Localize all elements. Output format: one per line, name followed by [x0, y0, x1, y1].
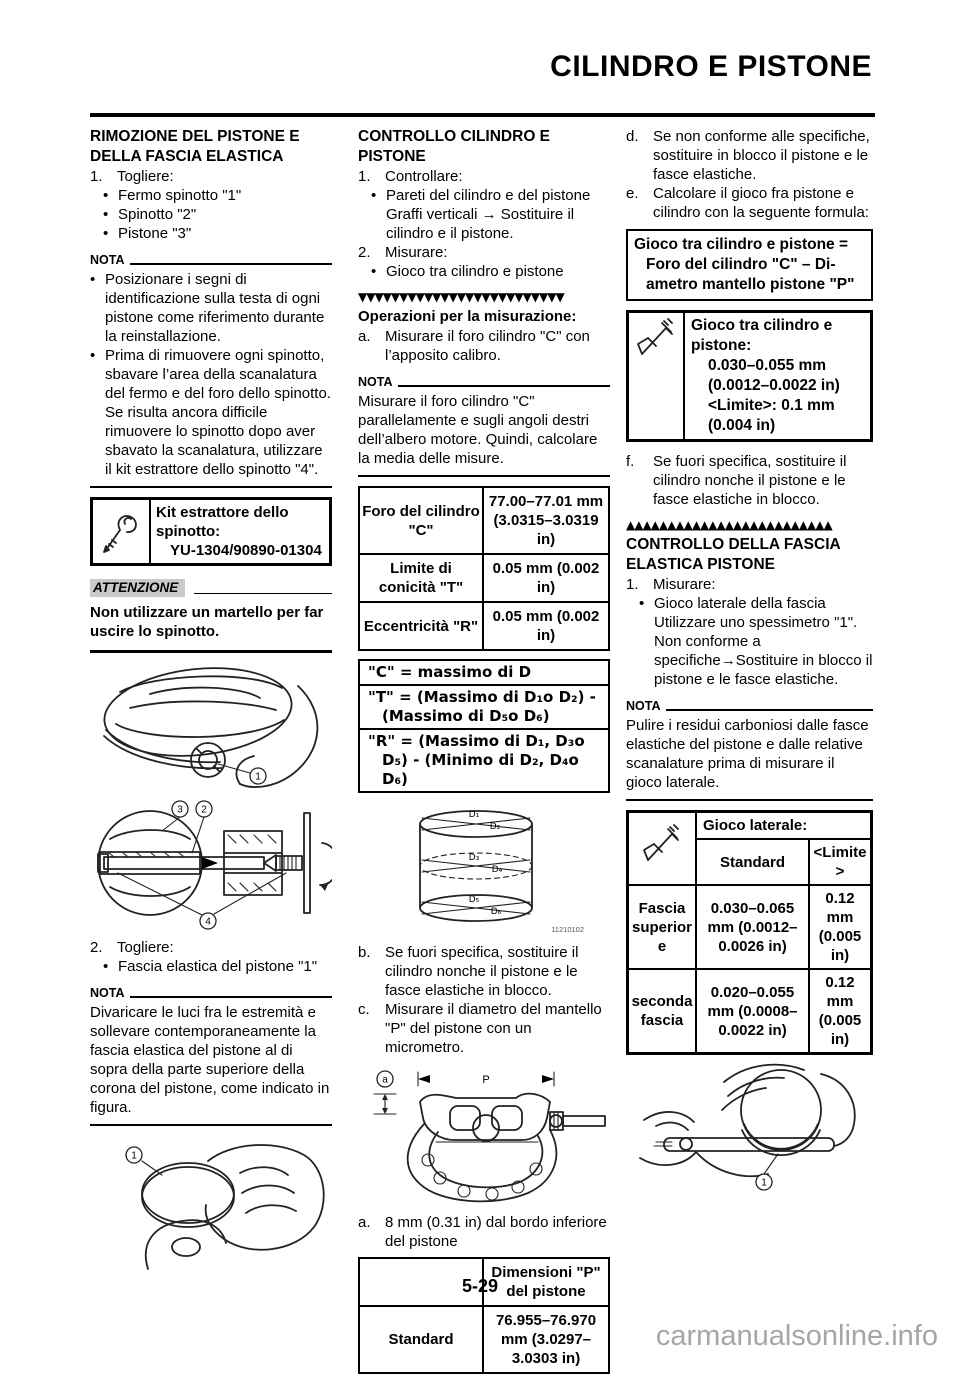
side-clearance-table — [626, 810, 873, 1055]
step-number: 2. — [358, 244, 371, 261]
bullet-text: Fascia elastica del pistone "1" — [118, 958, 318, 975]
figure-feeler-gauge — [626, 1062, 873, 1196]
step-letter: c. — [358, 1001, 370, 1018]
bullet: • — [90, 347, 96, 364]
nota-header — [358, 375, 610, 389]
callout-4 — [200, 913, 216, 929]
step-letter: e. — [626, 185, 639, 202]
spec-value: 77.00–77.01 mm (3.0315–3.0319 in) — [483, 487, 609, 554]
step-text: Togliere: — [117, 168, 174, 185]
callout-2 — [196, 801, 212, 817]
column-header: Dimensioni "P" del pistone — [483, 1258, 609, 1306]
nota-label: NOTA — [358, 375, 393, 389]
nota-text: Divaricare le luci fra le estremità e sollevare contemporaneamente la fascia elastica del pistone al di sopra della parte superiore della corona del pistone, come indicato in figura. — [90, 1004, 330, 1116]
bullet-line: Non conforme a specifiche→Sostituire in blocco il pistone e le fasce elastiche. — [654, 633, 873, 688]
step-text: Se fuori specifica, sostituire il cilindro nonche il pistone e le fasce elastiche in blocco. — [653, 453, 847, 508]
caliper-icon-cell — [628, 812, 697, 886]
row-label: Standard — [359, 1306, 483, 1373]
callout-1 — [126, 1147, 142, 1163]
callout-1 — [756, 1174, 772, 1190]
spec-value: (0.0012–0.0022 in) — [708, 377, 840, 394]
nota-rule — [398, 385, 611, 387]
table-row — [628, 969, 872, 1054]
table-row — [359, 554, 609, 602]
watermark: carmanualsonline.info — [655, 1320, 938, 1352]
procedure-start-separator: ▼▼▼▼▼▼▼▼▼▼▼▼▼▼▼▼▼▼▼▼▼▼▼▼▼ — [358, 290, 564, 304]
list-item — [358, 1213, 610, 1251]
page-number: 5-29 — [461, 1276, 499, 1296]
formula-text: "C" = massimo di D — [368, 663, 532, 681]
column-header-standard: Standard — [696, 839, 809, 885]
nota-end-rule — [626, 799, 873, 801]
step-text: Se non conforme alle specifiche, sostituire in blocco il pistone e le fasce elastiche. — [653, 128, 870, 183]
callout-3 — [172, 801, 188, 817]
list-item — [358, 243, 610, 262]
nota-label: NOTA — [626, 699, 661, 713]
row-label: seconda fascia — [628, 969, 697, 1054]
formula-text: "T" = (Massimo di D₁o D₂) - (Massimo di D₅o D₆) — [368, 688, 596, 725]
columns — [90, 127, 873, 1374]
table-title: Gioco laterale: — [696, 812, 872, 840]
list-item — [626, 594, 873, 689]
attenzione-rule — [194, 593, 332, 594]
caliper-icon — [642, 824, 682, 868]
nota-header — [90, 253, 332, 267]
formula-line: Gioco tra cilindro e pistone = — [634, 236, 849, 253]
dimension-p-label: P — [482, 1074, 490, 1086]
bullet: • — [371, 263, 377, 280]
clearance-formula-box — [626, 229, 873, 301]
spec-value: 0.05 mm (0.002 in) — [483, 602, 609, 650]
tool-part-number: YU-1304/90890-01304 — [170, 542, 322, 559]
column-right — [626, 127, 873, 1374]
nota-text: Misurare il foro cilindro "C" parallelamente e sugli angoli destri dell’albero motore. Quindi, calcolare la media delle misure. — [358, 393, 598, 467]
list-item — [90, 938, 332, 957]
svg-text:a: a — [382, 1074, 388, 1086]
standard-value: 0.020–0.055 mm (0.0008–0.0022 in) — [696, 969, 809, 1054]
step-text: Calcolare il gioco fra pistone e cilindro con la seguente formula: — [653, 185, 869, 221]
special-tool-box — [90, 497, 332, 566]
limit-value: 0.12 mm (0.005 in) — [809, 969, 872, 1054]
table-row — [359, 729, 609, 792]
formula-line: ametro mantello pistone "P" — [646, 276, 855, 293]
attenzione-label: ATTENZIONE — [90, 579, 185, 597]
tool-name: Kit estrattore dello spinotto: — [156, 504, 289, 540]
callout-a — [377, 1071, 393, 1087]
nota-rule — [130, 996, 333, 998]
bullet-text: Gioco tra cilindro e pistone — [386, 263, 564, 280]
step-text: Misurare: — [385, 244, 448, 261]
nota-label: NOTA — [90, 253, 125, 267]
column-middle — [358, 127, 610, 1374]
nota-header — [626, 699, 873, 713]
nota-end-rule — [358, 475, 610, 477]
nota-rule — [130, 263, 333, 265]
step-text: Controllare: — [385, 168, 463, 185]
caliper-icon — [629, 313, 685, 439]
list-item — [626, 127, 873, 184]
figure-pin-extractor — [90, 797, 332, 931]
spec-limit: <Limite>: 0.1 mm — [708, 397, 835, 414]
nota-text: Pulire i residui carboniosi dalle fasce elastiche del pistone e dalle relative scanalature prima di misurare il gioco laterale. — [626, 717, 869, 791]
procedure-end-separator: ▲▲▲▲▲▲▲▲▲▲▲▲▲▲▲▲▲▲▲▲▲▲▲▲▲ — [626, 518, 832, 532]
bullet-line: Graffi verticali → Sostituire il cilindro e il pistone. — [386, 206, 575, 242]
callout-1 — [250, 768, 266, 784]
list-item — [358, 167, 610, 186]
table-row — [359, 487, 609, 554]
bullet: • — [103, 958, 109, 975]
nota-item — [90, 346, 332, 479]
table-row — [359, 660, 609, 685]
nota-rule — [666, 709, 874, 711]
procedure-title: Operazioni per la misurazione: — [358, 308, 577, 325]
bullet: • — [639, 595, 645, 612]
nota-item — [90, 270, 332, 346]
bore-label-d1: D₁ — [468, 810, 480, 820]
formula-text: "R" = (Massimo di D₁, D₃o D₅) - (Minimo di D₂, D₄o D₆) — [368, 732, 585, 788]
spec-value: 0.05 mm (0.002 in) — [483, 554, 609, 602]
page-title: CILINDRO E PISTONE — [550, 50, 872, 83]
section-title-rimozione: RIMOZIONE DEL PISTONE E DELLA FASCIA ELASTICA — [90, 128, 300, 165]
figure-code: 11210102 — [551, 925, 584, 934]
nota-header — [90, 986, 332, 1000]
list-item — [90, 957, 332, 976]
list-item — [358, 327, 610, 365]
list-item — [358, 1000, 610, 1057]
figure-piston-removal — [90, 660, 332, 790]
list-item — [90, 167, 332, 186]
bore-label-d3: D₃ — [468, 853, 480, 863]
bullet-line: Pareti del cilindro e del pistone — [386, 187, 591, 204]
column-left — [90, 127, 332, 1374]
bore-label-d4: D₄ — [491, 865, 503, 875]
spec-limit: (0.004 in) — [708, 417, 776, 434]
step-text: Misurare: — [653, 576, 716, 593]
spec-title: Gioco tra cilindro e pistone: — [691, 317, 833, 354]
step-number: 1. — [90, 168, 103, 185]
cylinder-spec-table — [358, 486, 610, 651]
step-text: Se fuori specifica, sostituire il cilindro nonche il pistone e le fasce elastiche in blocco. — [385, 944, 579, 999]
list-item — [626, 184, 873, 222]
bullet-line: Utilizzare uno spessimetro "1". — [654, 614, 858, 631]
list-item — [90, 224, 332, 243]
section-title-controllo-cilindro: CONTROLLO CILINDRO E PISTONE — [358, 128, 551, 165]
attenzione-end-rule — [90, 650, 332, 653]
column-header-limit: <Limite> — [809, 839, 872, 885]
step-number: 1. — [358, 168, 371, 185]
bullet-text: Pistone "3" — [118, 225, 192, 242]
spec-value: 76.955–76.970 mm (3.0297–3.0303 in) — [483, 1306, 609, 1373]
attenzione-header — [90, 579, 332, 597]
bullet-text — [654, 594, 873, 689]
special-tool-text — [151, 500, 329, 563]
list-item — [90, 205, 332, 224]
list-item — [358, 262, 610, 281]
spec-label: Eccentricità "R" — [359, 602, 483, 650]
limit-value: 0.12 mm (0.005 in) — [809, 885, 872, 969]
step-text: Misurare il diametro del mantello "P" del pistone con un micrometro. — [385, 1001, 602, 1056]
step-letter: b. — [358, 944, 371, 961]
svg-text:1: 1 — [131, 1150, 137, 1162]
nota-end-rule — [90, 486, 332, 488]
bore-label-d6: D₆ — [490, 907, 502, 917]
bullet: • — [371, 187, 377, 204]
spec-value: 0.030–0.055 mm — [708, 357, 827, 374]
figure-ring-removal — [90, 1135, 332, 1271]
list-item — [90, 186, 332, 205]
nota-text: Prima di rimuovere ogni spinotto, sbavare l’area della scanalatura del fermo e del foro dello spinotto. Se risulta ancora difficile rimuovere lo spinotto dopo aver sbavato la scanalatura, utilizzare il kit estrattore dello spinotto "4". — [105, 347, 331, 478]
svg-text:1: 1 — [761, 1177, 767, 1189]
figure-cylinder-bore — [358, 800, 610, 936]
step-letter: a. — [358, 328, 371, 345]
step-text: 8 mm (0.31 in) dal bordo inferiore del pistone — [385, 1214, 607, 1250]
formula-line: Foro del cilindro "C" – Di- — [646, 256, 836, 273]
step-number: 1. — [626, 576, 639, 593]
spec-label: Foro del cilindro "C" — [359, 487, 483, 554]
list-item — [626, 452, 873, 509]
list-item — [358, 186, 610, 243]
list-item — [626, 575, 873, 594]
figure-micrometer — [358, 1064, 610, 1206]
bullet: • — [90, 271, 96, 288]
table-row — [359, 602, 609, 650]
table-row — [359, 1306, 609, 1373]
bore-label-d5: D₅ — [468, 895, 480, 905]
bullet-text — [386, 186, 610, 243]
svg-text:4: 4 — [205, 916, 211, 928]
clearance-spec-box — [626, 310, 873, 442]
step-text: Misurare il foro cilindro "C" con l’apposito calibro. — [385, 328, 590, 364]
step-letter: d. — [626, 128, 639, 145]
attenzione-text: Non utilizzare un martello per far uscire lo spinotto. — [90, 604, 324, 640]
nota-text: Posizionare i segni di identificazione sulla testa di ogni pistone come riferimento durante la reinstallazione. — [105, 271, 325, 345]
piston-dimension-table — [358, 1257, 610, 1374]
bore-label-d2: D₂ — [489, 822, 501, 832]
pin-extractor-icon — [93, 500, 151, 563]
bullet-line: Gioco laterale della fascia — [654, 595, 826, 612]
list-item — [358, 943, 610, 1000]
bullet: • — [103, 187, 109, 204]
step-letter: a. — [358, 1214, 371, 1231]
standard-value: 0.030–0.065 mm (0.0012–0.0026 in) — [696, 885, 809, 969]
bullet: • — [103, 206, 109, 223]
step-text: Togliere: — [117, 939, 174, 956]
row-label: Fascia superiore — [628, 885, 697, 969]
bullet: • — [103, 225, 109, 242]
bullet-text: Spinotto "2" — [118, 206, 197, 223]
spec-label: Limite di conicità "T" — [359, 554, 483, 602]
section-title-controllo-fascia: CONTROLLO DELLA FASCIA ELASTICA PISTONE — [626, 536, 841, 573]
nota-label: NOTA — [90, 986, 125, 1000]
bullet-text: Fermo spinotto "1" — [118, 187, 242, 204]
step-letter: f. — [626, 453, 635, 470]
formula-table — [358, 659, 610, 793]
table-row — [359, 685, 609, 729]
step-number: 2. — [90, 939, 103, 956]
svg-text:2: 2 — [201, 804, 207, 816]
spec-text — [685, 313, 870, 439]
nota-end-rule — [90, 1124, 332, 1126]
svg-text:3: 3 — [177, 804, 183, 816]
table-row — [628, 885, 872, 969]
svg-text:1: 1 — [255, 771, 261, 783]
table-row — [628, 812, 872, 840]
header-rule — [90, 113, 875, 117]
